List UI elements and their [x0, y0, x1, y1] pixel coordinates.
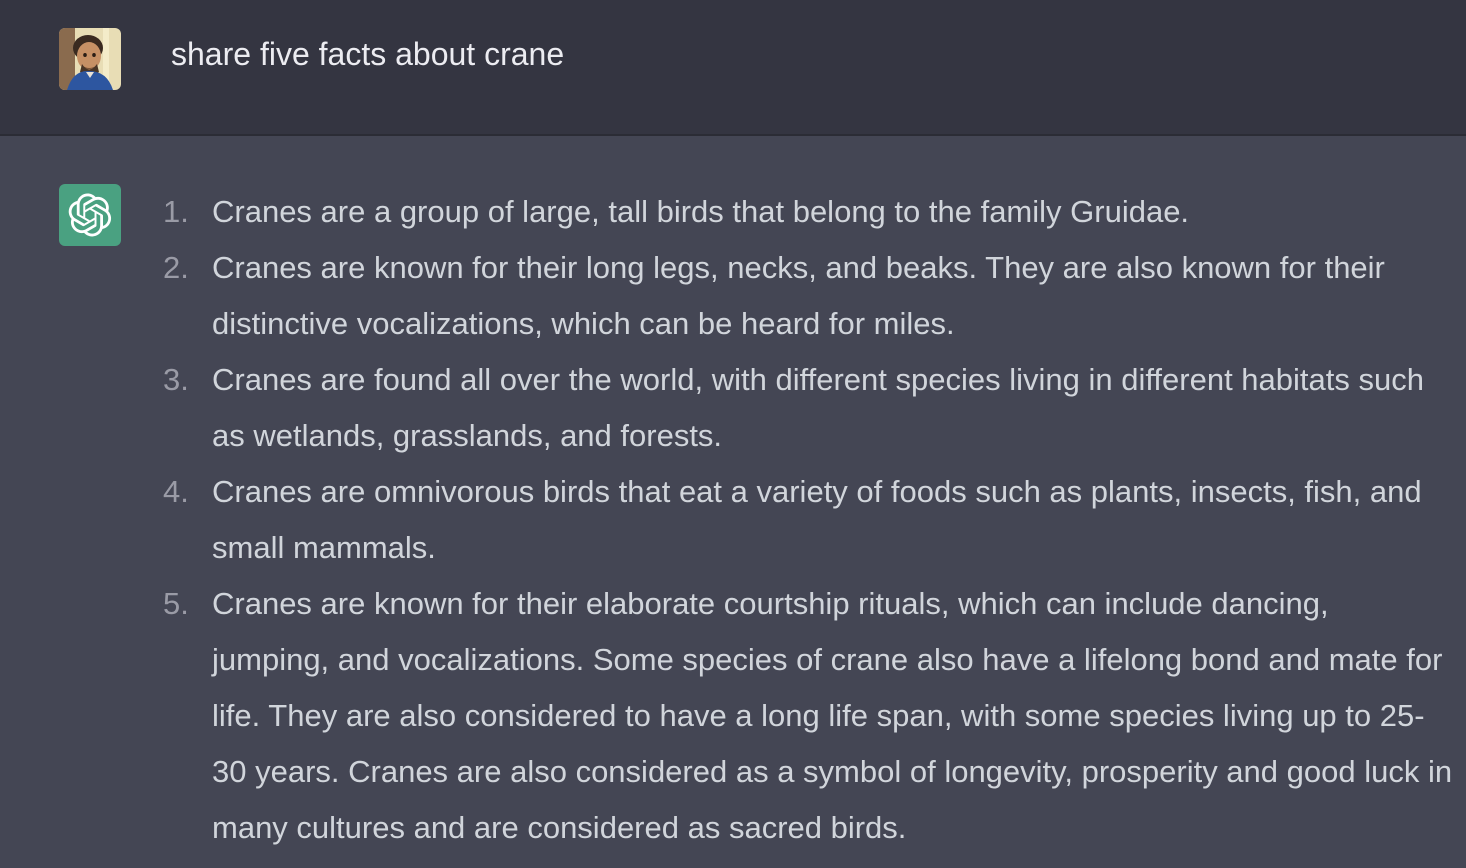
- list-item-number: 3.: [163, 362, 189, 397]
- list-item: [163, 240, 1454, 352]
- list-item: [163, 184, 1454, 240]
- list-item-text: Cranes are found all over the world, with different species living in different habitats such as wetlands, grasslands, and forests.: [212, 362, 1424, 453]
- user-message-row: [0, 0, 1466, 136]
- list-item: [163, 464, 1454, 576]
- facts-list: [163, 184, 1454, 856]
- list-item: [163, 576, 1454, 856]
- list-item-number: 2.: [163, 250, 189, 285]
- list-item-text: Cranes are known for their long legs, necks, and beaks. They are also known for their distinctive vocalizations, which can be heard for miles.: [212, 250, 1385, 341]
- list-item-number: 5.: [163, 586, 189, 621]
- assistant-avatar-gutter: [59, 184, 121, 246]
- list-item-text: Cranes are known for their elaborate courtship rituals, which can include dancing, jumping, and vocalizations. Some species of crane also have a lifelong bond and mate for life. They are also considered to have a long life span, with some species living up to 25-30 years. Cranes are also considered as a symbol of longevity, prosperity and good luck in many cultures and are considered as sacred birds.: [212, 586, 1453, 845]
- openai-logo-glyph: [68, 193, 112, 237]
- user-avatar: [59, 28, 121, 90]
- list-item: [163, 352, 1454, 464]
- user-avatar-photo: [59, 28, 121, 90]
- assistant-message-content: [163, 184, 1454, 856]
- user-message-text: share five facts about crane: [171, 36, 565, 72]
- openai-logo-icon: [59, 184, 121, 246]
- user-avatar-gutter: [59, 26, 121, 90]
- assistant-message-row: [0, 136, 1466, 866]
- list-item-number: 4.: [163, 474, 189, 509]
- list-item-text: Cranes are a group of large, tall birds that belong to the family Gruidae.: [212, 194, 1190, 229]
- list-item-text: Cranes are omnivorous birds that eat a variety of foods such as plants, insects, fish, and small mammals.: [212, 474, 1422, 565]
- list-item-number: 1.: [163, 194, 189, 229]
